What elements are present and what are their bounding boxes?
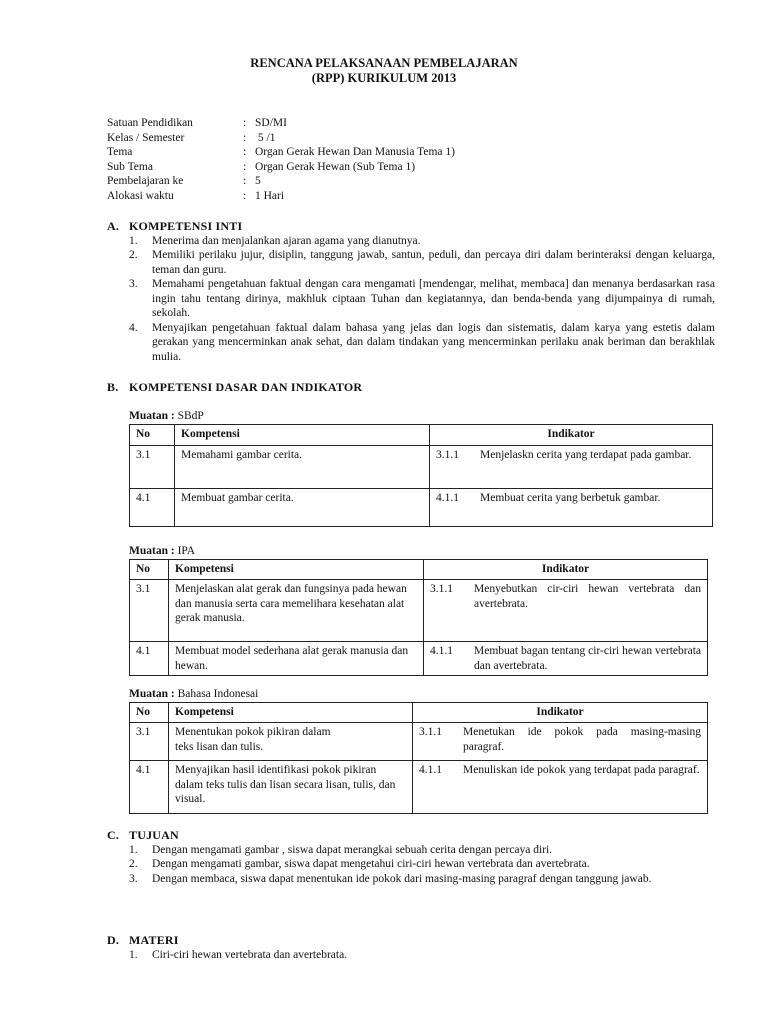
muatan-label-bahasa: Muatan : Bahasa Indonesai: [129, 688, 259, 700]
indikator-code: 4.1.1: [430, 645, 453, 657]
section-letter: C.: [107, 828, 120, 842]
section-heading: [107, 933, 715, 948]
cell-indikator: [430, 489, 713, 527]
list-text: Ciri-ciri hewan vertebrata dan avertebrata.: [152, 948, 348, 961]
identity-label: Satuan Pendidikan: [107, 117, 193, 129]
identity-separator: :: [243, 160, 247, 173]
table-header-row: [130, 560, 708, 580]
title-line-2: (RPP) KURIKULUM 2013: [311, 70, 457, 85]
table-header-row: [130, 703, 708, 723]
list-number: 1.: [129, 843, 138, 856]
identity-row-satuan: [107, 116, 455, 131]
identity-separator: :: [243, 175, 247, 187]
table-row: [130, 723, 708, 761]
tujuan-list: [107, 843, 715, 887]
section-title: TUJUAN: [129, 828, 179, 842]
identity-label: Kelas / Semester: [107, 131, 185, 144]
header-indikator: Indikator: [413, 703, 708, 723]
cell-indikator: [424, 580, 708, 642]
cell-kompetensi: Membuat model sederhana alat gerak manusia dan hewan.: [169, 642, 424, 676]
list-text: Dengan membaca, siswa dapat menentukan ide pokok dari masing-masing paragraf dengan tanggung jawab.: [152, 872, 652, 885]
list-item: [107, 277, 715, 321]
indikator-code: 4.1.1: [419, 764, 442, 776]
identity-value: 5 /1: [255, 131, 276, 144]
list-number: 4.: [129, 321, 138, 334]
cell-kompetensi: Membuat gambar cerita.: [175, 489, 430, 527]
section-letter: D.: [107, 933, 120, 947]
identity-value: 5: [255, 175, 261, 187]
indikator-code: 3.1.1: [419, 726, 442, 738]
table-row: [130, 446, 713, 489]
section-heading: [107, 380, 715, 395]
section-kompetensi-dasar: [107, 380, 715, 395]
table-header-row: [130, 425, 713, 446]
list-number: 2.: [129, 858, 138, 870]
materi-list: [107, 948, 715, 963]
list-number: 1.: [129, 234, 138, 247]
cell-no: 4.1: [130, 489, 175, 527]
cell-kompetensi: Menjelaskan alat gerak dan fungsinya pada hewan dan manusia serta cara memelihara kesehatan alat gerak manusia.: [169, 580, 424, 642]
list-item: [107, 248, 715, 277]
identity-row-kelas: [107, 131, 455, 146]
identity-label: Sub Tema: [107, 160, 153, 173]
identity-label: Tema: [107, 146, 133, 158]
section-kompetensi-inti: [107, 219, 715, 364]
header-no: No: [130, 560, 169, 580]
document-title: [0, 56, 768, 85]
section-heading: [107, 828, 715, 843]
muatan-label-ipa: Muatan : IPA: [129, 545, 196, 557]
section-heading: [107, 219, 715, 234]
cell-no: 3.1: [130, 723, 169, 761]
title-line-1: RENCANA PELAKSANAAN PEMBELAJARAN: [250, 56, 518, 70]
identity-value: 1 Hari: [255, 189, 285, 202]
list-text: Dengan mengamati gambar , siswa dapat merangkai sebuah cerita dengan percaya diri.: [152, 843, 553, 856]
section-tujuan: [107, 828, 715, 886]
section-letter: B.: [107, 380, 119, 394]
list-text: Memiliki perilaku jujur, disiplin, tanggung jawab, santun, peduli, dan percaya diri dalam berinteraksi dengan keluarga, teman dan guru.: [152, 249, 715, 276]
header-indikator: Indikator: [430, 425, 713, 446]
header-kompetensi: Kompetensi: [169, 703, 413, 723]
section-letter: A.: [107, 219, 120, 233]
cell-indikator: [413, 723, 708, 761]
cell-indikator: [424, 642, 708, 676]
list-item: [107, 321, 715, 365]
indikator-code: 3.1.1: [430, 583, 453, 595]
identity-value: Organ Gerak Hewan Dan Manusia Tema 1): [255, 146, 455, 158]
cell-no: 4.1: [130, 642, 169, 676]
cell-kompetensi: [169, 723, 413, 761]
list-text: Dengan mengamati gambar, siswa dapat mengetahui ciri-ciri hewan vertebrata dan avertebrata.: [152, 858, 590, 870]
table-row: [130, 580, 708, 642]
header-kompetensi: Kompetensi: [169, 560, 424, 580]
list-text: Memahami pengetahuan faktual dengan cara mengamati [mendengar, melihat, membaca] dan menanya berdasarkan rasa ingin tahu tentang dirinya, makhluk ciptaan Tuhan dan kegiatannya, dan benda-benda yang dijumpainya di rumah, sekolah.: [152, 278, 715, 319]
identity-label: Alokasi waktu: [107, 189, 174, 202]
table-row: [130, 489, 713, 527]
list-number: 3.: [129, 872, 138, 885]
table-bahasa-indonesia: [129, 702, 708, 814]
list-number: 2.: [129, 249, 138, 261]
section-title: KOMPETENSI DASAR DAN INDIKATOR: [129, 380, 363, 394]
indikator-text: Menetukan ide pokok pada masing-masing paragraf.: [463, 726, 701, 753]
list-item: [107, 948, 715, 963]
identity-value: Organ Gerak Hewan (Sub Tema 1): [255, 160, 416, 173]
cell-kompetensi: Menyajikan hasil identifikasi pokok pikiran dalam teks tulis dan lisan secara lisan, tulis, dan visual.: [169, 761, 413, 814]
cell-no: 3.1: [130, 580, 169, 642]
identity-row-alokasi: [107, 189, 455, 204]
indikator-code: 3.1.1: [436, 449, 459, 461]
kompetensi-text: Menentukan pokok pikiran dalam teks lisan dan tulis.: [175, 726, 331, 753]
muatan-value: SBdP: [174, 410, 204, 422]
list-item: [107, 872, 715, 887]
cell-no: 3.1: [130, 446, 175, 489]
header-indikator: Indikator: [424, 560, 708, 580]
indikator-code: 4.1.1: [436, 492, 459, 504]
identity-row-subtema: [107, 160, 455, 175]
identity-row-tema: [107, 145, 455, 160]
identity-separator: :: [243, 146, 247, 158]
list-text: Menyajikan pengetahuan faktual dalam bahasa yang jelas dan logis dan sistematis, dalam karya yang estetis dalam gerakan yang mencerminkan anak sehat, dan dalam tindakan yang mencerminkan perilaku anak beriman dan berakhlak mulia.: [152, 321, 715, 363]
cell-no: 4.1: [130, 761, 169, 814]
kompetensi-inti-list: [107, 234, 715, 365]
muatan-label-sbdp: Muatan : SBdP: [129, 410, 204, 422]
indikator-text: Menuliskan ide pokok yang terdapat pada paragraf.: [463, 764, 700, 776]
indikator-text: Menjelaskn cerita yang terdapat pada gambar.: [480, 449, 692, 461]
table-row: [130, 642, 708, 676]
table-ipa: [129, 559, 708, 676]
muatan-value: IPA: [174, 545, 196, 557]
identity-label: Pembelajaran ke: [107, 175, 184, 187]
muatan-value: Bahasa Indonesai: [174, 688, 259, 700]
header-no: No: [130, 703, 169, 723]
identity-block: [107, 116, 455, 203]
list-item: [107, 234, 715, 249]
identity-separator: :: [243, 189, 247, 202]
cell-indikator: [413, 761, 708, 814]
identity-value: SD/MI: [255, 117, 287, 129]
table-row: [130, 761, 708, 814]
list-number: 3.: [129, 278, 138, 290]
cell-kompetensi: Memahami gambar cerita.: [175, 446, 430, 489]
indikator-text: Membuat bagan tentang cir-ciri hewan vertebrata dan avertebrata.: [474, 645, 701, 672]
section-materi: [107, 933, 715, 962]
table-sbdp: [129, 424, 713, 527]
list-number: 1.: [129, 948, 138, 961]
header-no: No: [130, 425, 175, 446]
identity-row-pembelajaran: [107, 174, 455, 189]
indikator-text: Menyebutkan cir-ciri hewan vertebrata dan avertebrata.: [474, 583, 701, 610]
list-text: Menerima dan menjalankan ajaran agama yang dianutnya.: [152, 234, 421, 247]
list-item: [107, 857, 715, 872]
identity-separator: :: [243, 131, 247, 144]
list-item: [107, 843, 715, 858]
header-kompetensi: Kompetensi: [175, 425, 430, 446]
indikator-text: Membuat cerita yang berbetuk gambar.: [480, 492, 661, 504]
section-title: KOMPETENSI INTI: [129, 219, 243, 233]
section-title: MATERI: [129, 933, 179, 947]
identity-separator: :: [243, 117, 247, 129]
cell-indikator: [430, 446, 713, 489]
